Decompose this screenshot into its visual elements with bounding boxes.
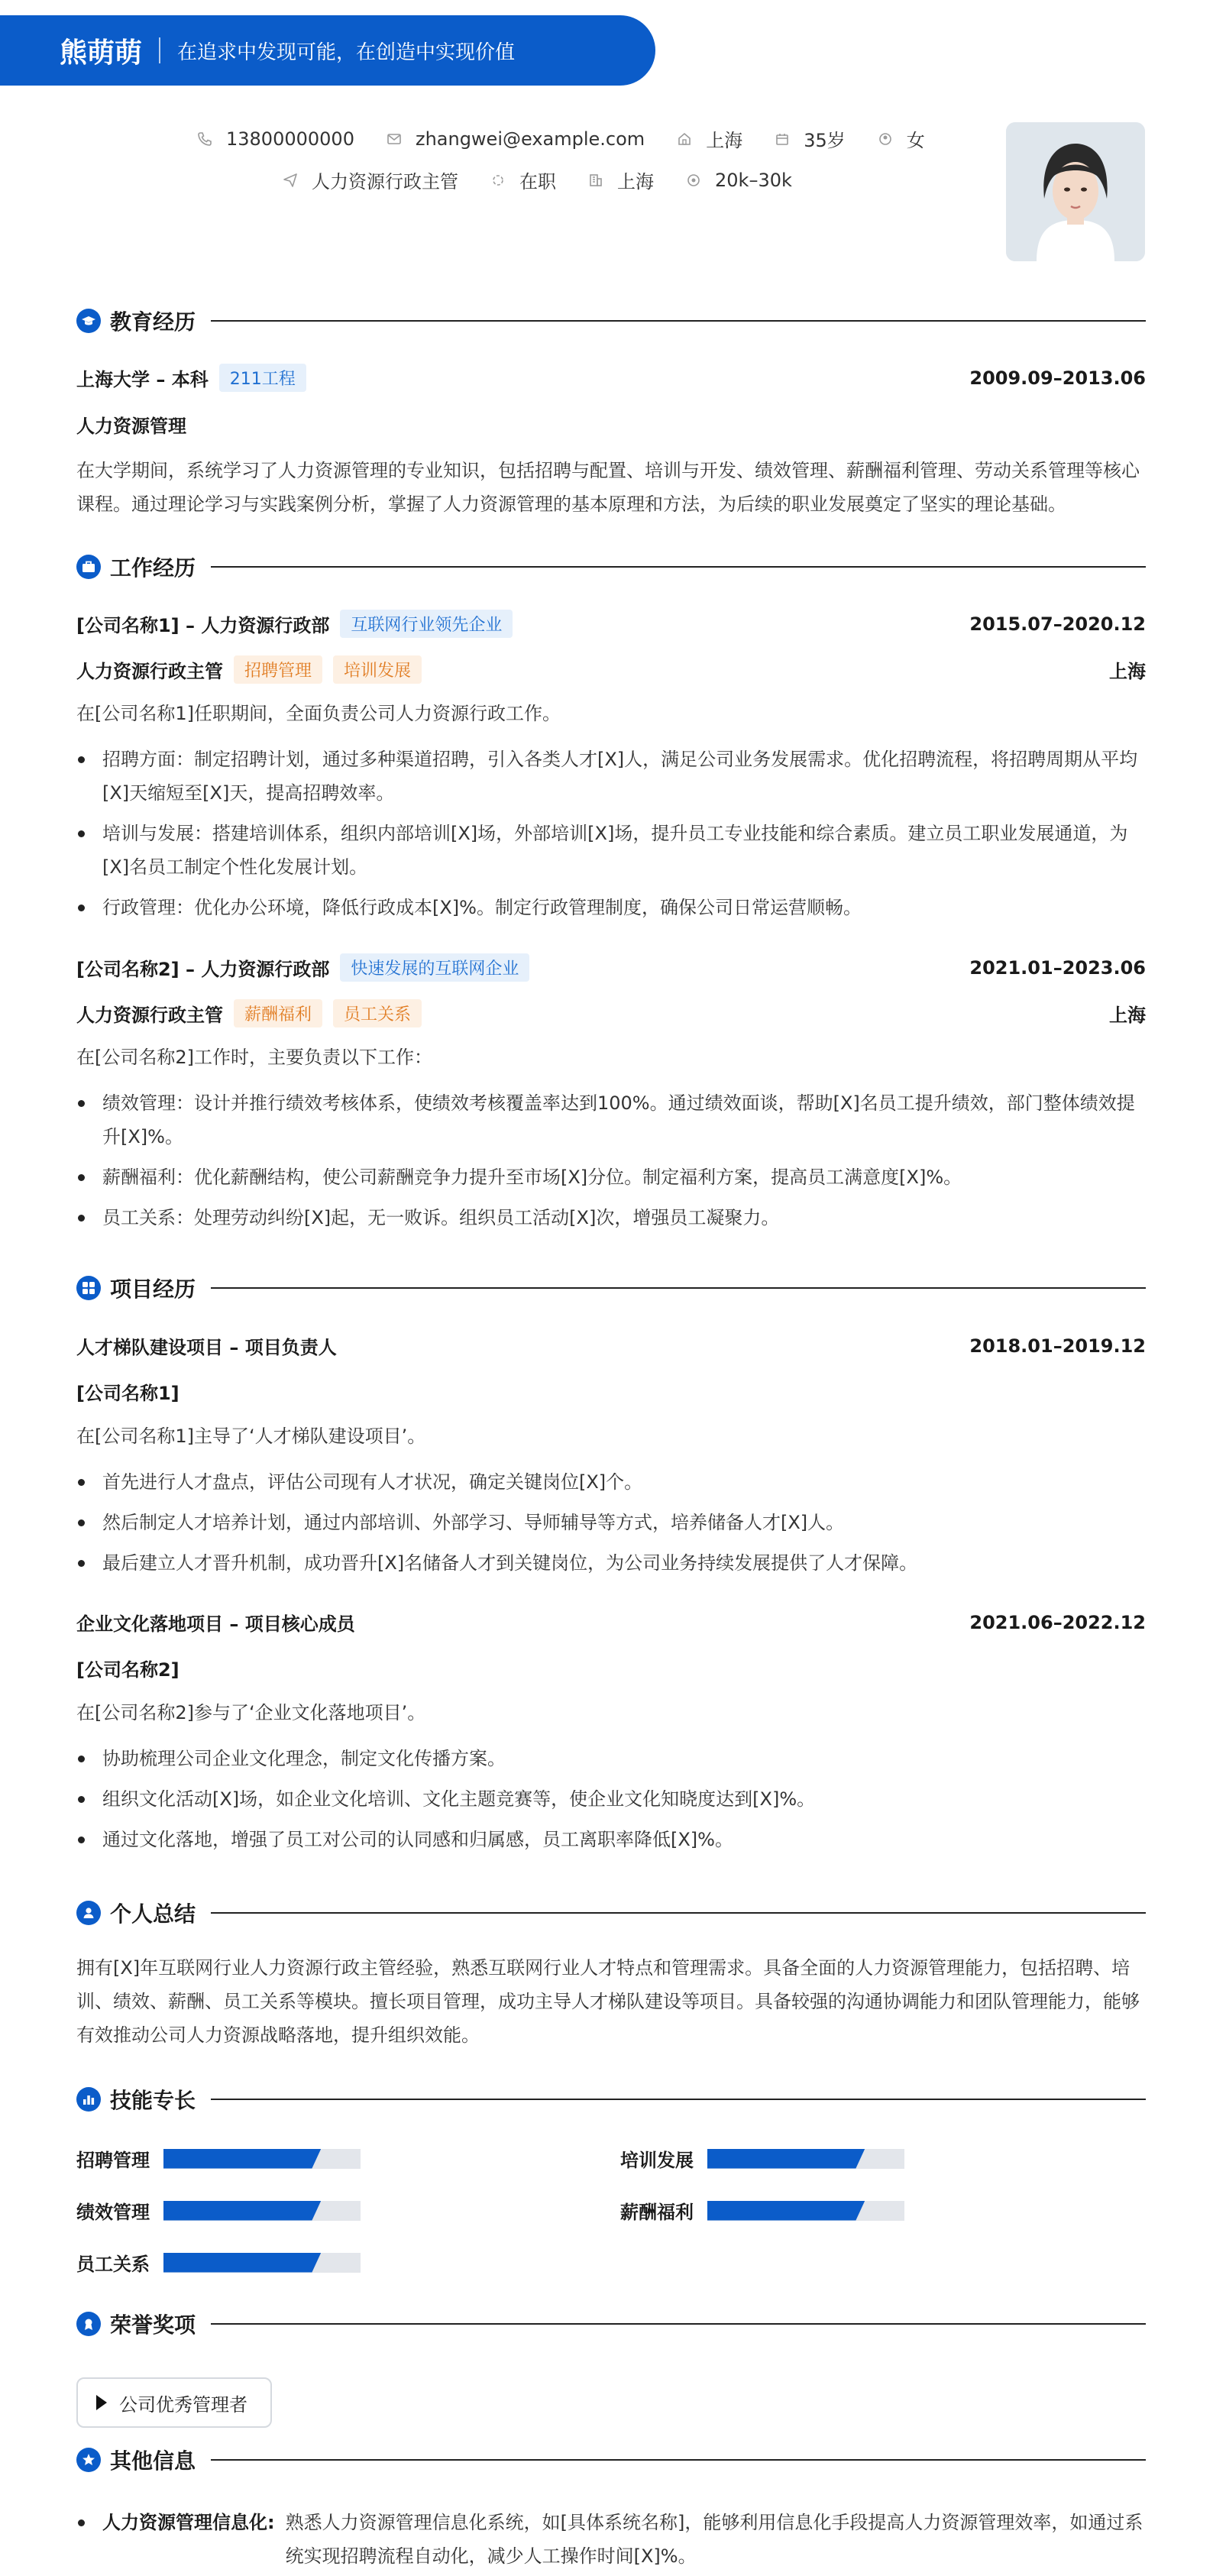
gender-icon bbox=[878, 131, 893, 147]
work-title: 工作经历 bbox=[110, 555, 196, 581]
education-description: 在大学期间，系统学习了人力资源管理的专业知识，包括招聘与配置、培训与开发、绩效管理、薪酬福利管理、劳动关系管理等核心课程。通过理论学习与实践案例分析，掌握了人力资源管理的基本原理和方法，为后续的职业发展奠定了坚实的理论基础。 bbox=[76, 460, 1140, 515]
play-icon bbox=[96, 2395, 107, 2410]
job-bullets bbox=[76, 743, 1146, 931]
project-company: [公司名称1] bbox=[76, 1383, 180, 1404]
email-item bbox=[387, 128, 645, 150]
city-value: 上海 bbox=[706, 130, 743, 151]
skills-section-header bbox=[76, 2084, 1146, 2115]
project-header-row bbox=[76, 1332, 1146, 1359]
job-header-row bbox=[76, 953, 1146, 982]
project-bullets bbox=[76, 1465, 1146, 1587]
name-banner bbox=[0, 15, 655, 86]
skill-bar-fill bbox=[707, 2149, 865, 2169]
project-company-row bbox=[76, 1378, 1146, 1405]
list-item: 组织文化活动[X]场，如企业文化培训、文化主题竞赛等，使企业文化知晓度达到[X]%。 bbox=[76, 1782, 1146, 1816]
grid-icon bbox=[76, 1276, 101, 1300]
skill-bar-fill bbox=[163, 2149, 321, 2169]
job-location: 上海 bbox=[1109, 661, 1146, 682]
phone-item bbox=[197, 128, 354, 150]
company-tag: 互联网行业领先企业 bbox=[340, 610, 513, 638]
project-intro: 在[公司名称2]参与了‘企业文化落地项目’。 bbox=[76, 1702, 426, 1723]
project-date: 2018.01–2019.12 bbox=[969, 1335, 1146, 1357]
job-bullets bbox=[76, 1086, 1146, 1241]
major-name: 人力资源管理 bbox=[76, 416, 186, 437]
project-company: [公司名称2] bbox=[76, 1659, 180, 1681]
job-date: 2015.07–2020.12 bbox=[969, 613, 1146, 635]
skill-bar-fill bbox=[707, 2201, 865, 2221]
email-icon bbox=[387, 131, 402, 147]
job-header-row bbox=[76, 610, 1146, 638]
status-item bbox=[490, 167, 556, 193]
contact-info-row bbox=[197, 125, 957, 152]
skill-name: 员工关系 bbox=[76, 2254, 150, 2275]
skill-bar bbox=[163, 2149, 361, 2169]
skill-bar bbox=[707, 2201, 904, 2221]
age-value: 35岁 bbox=[804, 130, 846, 151]
section-divider bbox=[211, 566, 1146, 568]
role-tag: 薪酬福利 bbox=[234, 999, 322, 1027]
job-role-row bbox=[76, 999, 1146, 1027]
project-header-row bbox=[76, 1609, 1146, 1636]
education-date: 2009.09–2013.06 bbox=[969, 367, 1146, 389]
job-role: 人力资源行政主管 bbox=[76, 661, 223, 682]
list-item: 薪酬福利：优化薪酬结构，使公司薪酬竞争力提升至市场[X]分位。制定福利方案，提高员工满意度[X]%。 bbox=[76, 1160, 1146, 1194]
projects-section-header bbox=[76, 1273, 1146, 1303]
email-value: zhangwei@example.com bbox=[415, 128, 645, 150]
awards-section-header bbox=[76, 2309, 1146, 2339]
award-badge bbox=[76, 2377, 272, 2428]
section-divider bbox=[211, 2323, 1146, 2325]
other-info-text: 熟悉人力资源管理信息化系统，如[具体系统名称]，能够利用信息化手段提高人力资源管理效率，如通过系统实现招聘流程自动化，减少人工操作时间[X]%。 bbox=[285, 2512, 1143, 2567]
expected-city-item bbox=[588, 167, 654, 193]
project-bullets bbox=[76, 1742, 1146, 1863]
job-company: [公司名称2] – 人力资源行政部 bbox=[76, 959, 330, 980]
list-item: 绩效管理：设计并推行绩效考核体系，使绩效考核覆盖率达到100%。通过绩效面谈，帮助[X]名员工提升绩效，部门整体绩效提升[X]%。 bbox=[76, 1086, 1146, 1154]
money-icon bbox=[686, 173, 701, 188]
skill-name: 薪酬福利 bbox=[620, 2202, 694, 2223]
job-role: 人力资源行政主管 bbox=[76, 1005, 223, 1026]
summary-text: 拥有[X]年互联网行业人力资源行政主管经验，熟悉互联网行业人才特点和管理需求。具备全面的人力资源管理能力，包括招聘、培训、绩效、薪酬、员工关系等模块。擅长项目管理，成功主导人才梯队建设等项目。具备较强的沟通协调能力和团队管理能力，能够有效推动公司人力资源战略落地，提升组织效能。 bbox=[76, 1957, 1140, 2046]
skill-bar bbox=[163, 2253, 361, 2273]
list-item: 最后建立人才晋升机制，成功晋升[X]名储备人才到关键岗位，为公司业务持续发展提供了人才保障。 bbox=[76, 1546, 1146, 1580]
skill-bar-fill bbox=[163, 2253, 321, 2273]
job-location: 上海 bbox=[1109, 1005, 1146, 1026]
school-name: 上海大学 – 本科 bbox=[76, 369, 209, 390]
calendar-icon bbox=[775, 131, 790, 147]
list-item: 协助梳理公司企业文化理念，制定文化传播方案。 bbox=[76, 1742, 1146, 1775]
role-tag: 员工关系 bbox=[333, 999, 422, 1027]
job-role-row bbox=[76, 655, 1146, 684]
projects-title: 项目经历 bbox=[110, 1277, 196, 1302]
salary-value: 20k–30k bbox=[715, 169, 792, 191]
job-intro: 在[公司名称1]任职期间，全面负责公司人力资源行政工作。 bbox=[76, 703, 561, 724]
gender-item bbox=[878, 125, 925, 152]
skill-bar bbox=[707, 2149, 904, 2169]
skill-row bbox=[76, 2249, 361, 2276]
award-label: 公司优秀管理者 bbox=[119, 2393, 247, 2416]
job-intent-row bbox=[283, 167, 824, 193]
list-item: 然后制定人才培养计划，通过内部培训、外部学习、导师辅导等方式，培养储备人才[X]人。 bbox=[76, 1506, 1146, 1539]
bar-chart-icon bbox=[76, 2087, 101, 2112]
position-item bbox=[283, 167, 458, 193]
award-icon bbox=[76, 2312, 101, 2336]
status-value: 在职 bbox=[519, 171, 556, 193]
work-section-header bbox=[76, 552, 1146, 582]
section-divider bbox=[211, 1287, 1146, 1289]
summary-title: 个人总结 bbox=[110, 1901, 196, 1927]
skill-row bbox=[76, 2145, 361, 2172]
salary-item bbox=[686, 170, 792, 191]
list-item: 通过文化落地，增强了员工对公司的认同感和归属感，员工离职率降低[X]%。 bbox=[76, 1823, 1146, 1856]
project-name: 企业文化落地项目 – 项目核心成员 bbox=[76, 1613, 355, 1635]
skill-row bbox=[76, 2197, 361, 2224]
skill-name: 招聘管理 bbox=[76, 2150, 150, 2171]
other-info-item bbox=[76, 2506, 1146, 2573]
skill-bar-fill bbox=[163, 2201, 321, 2221]
skill-bar bbox=[163, 2201, 361, 2221]
expected-city-value: 上海 bbox=[617, 171, 654, 193]
section-divider bbox=[211, 1912, 1146, 1914]
phone-value: 13800000000 bbox=[226, 128, 354, 150]
role-tag: 招聘管理 bbox=[234, 655, 322, 684]
major-row bbox=[76, 411, 1146, 438]
project-company-row bbox=[76, 1655, 1146, 1681]
other-section-header bbox=[76, 2445, 1146, 2475]
section-divider bbox=[211, 2099, 1146, 2100]
other-title: 其他信息 bbox=[110, 2448, 196, 2474]
graduation-cap-icon bbox=[76, 309, 101, 333]
skill-name: 培训发展 bbox=[620, 2150, 694, 2171]
list-item: 招聘方面：制定招聘计划，通过多种渠道招聘，引入各类人才[X]人，满足公司业务发展需求。优化招聘流程，将招聘周期从平均[X]天缩短至[X]天，提高招聘效率。 bbox=[76, 743, 1146, 810]
user-icon bbox=[76, 1901, 101, 1925]
skill-row bbox=[620, 2197, 904, 2224]
candidate-motto: 在追求中发现可能，在创造中实现价值 bbox=[177, 40, 516, 64]
briefcase-icon bbox=[76, 555, 101, 579]
job-intro: 在[公司名称2]工作时，主要负责以下工作： bbox=[76, 1047, 432, 1068]
city-item bbox=[677, 125, 742, 152]
education-title: 教育经历 bbox=[110, 309, 196, 335]
home-icon bbox=[677, 131, 692, 147]
school-tag: 211工程 bbox=[219, 364, 306, 392]
project-intro: 在[公司名称1]主导了‘人才梯队建设项目’。 bbox=[76, 1426, 426, 1447]
gender-value: 女 bbox=[906, 130, 925, 151]
role-tag: 培训发展 bbox=[333, 655, 422, 684]
summary-section-header bbox=[76, 1898, 1146, 1928]
avatar bbox=[1006, 122, 1145, 261]
candidate-name: 熊萌萌 bbox=[60, 37, 143, 69]
company-tag: 快速发展的互联网企业 bbox=[340, 953, 529, 982]
education-header-row bbox=[76, 364, 1146, 392]
phone-icon bbox=[197, 131, 212, 147]
section-divider bbox=[211, 2459, 1146, 2461]
send-icon bbox=[283, 173, 298, 188]
other-info-label: 人力资源管理信息化: bbox=[76, 2506, 275, 2573]
project-name: 人才梯队建设项目 – 项目负责人 bbox=[76, 1337, 337, 1358]
list-item: 员工关系：处理劳动纠纷[X]起，无一败诉。组织员工活动[X]次，增强员工凝聚力。 bbox=[76, 1201, 1146, 1235]
awards-title: 荣誉奖项 bbox=[110, 2312, 196, 2338]
list-item: 行政管理：优化办公环境，降低行政成本[X]%。制定行政管理制度，确保公司日常运营顺畅。 bbox=[76, 891, 1146, 924]
skill-name: 绩效管理 bbox=[76, 2202, 150, 2223]
skills-title: 技能专长 bbox=[110, 2088, 196, 2113]
list-item: 培训与发展：搭建培训体系，组织内部培训[X]场，外部培训[X]场，提升员工专业技能和综合素质。建立员工职业发展通道，为[X]名员工制定个性化发展计划。 bbox=[76, 817, 1146, 884]
position-value: 人力资源行政主管 bbox=[312, 171, 458, 193]
age-item bbox=[775, 125, 846, 152]
list-item: 首先进行人才盘点，评估公司现有人才状况，确定关键岗位[X]个。 bbox=[76, 1465, 1146, 1499]
info-icon bbox=[76, 2448, 101, 2472]
education-section-header bbox=[76, 306, 1146, 336]
building-icon bbox=[588, 173, 603, 188]
status-icon bbox=[490, 173, 506, 188]
section-divider bbox=[211, 320, 1146, 322]
skill-row bbox=[620, 2145, 904, 2172]
banner-divider bbox=[159, 37, 160, 63]
project-date: 2021.06–2022.12 bbox=[969, 1611, 1146, 1633]
job-date: 2021.01–2023.06 bbox=[969, 956, 1146, 979]
job-company: [公司名称1] – 人力资源行政部 bbox=[76, 615, 330, 636]
